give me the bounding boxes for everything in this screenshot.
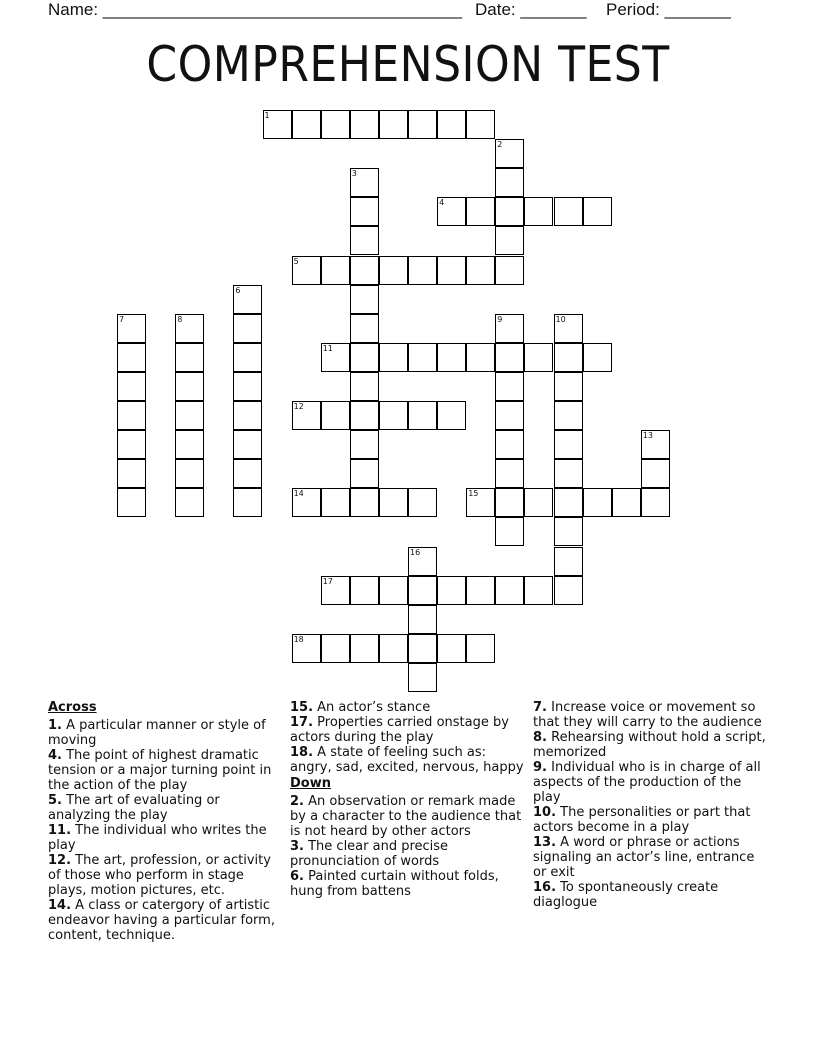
clue-number-label: 7 <box>119 314 125 324</box>
down-clue <box>290 794 525 839</box>
grid-cell[interactable] <box>117 430 146 459</box>
clue-number: 16. <box>533 880 557 895</box>
clue-number-label: 2 <box>497 140 503 150</box>
clues-column-3 <box>533 700 769 910</box>
grid-cell[interactable] <box>321 343 350 372</box>
clue-number: 13. <box>533 835 557 850</box>
grid-cell[interactable] <box>524 576 553 605</box>
page-title: COMPREHENSION TEST <box>146 36 670 93</box>
grid-cell[interactable] <box>263 110 292 139</box>
clue-number: 10. <box>533 805 557 820</box>
across-clue <box>290 745 525 775</box>
clue-number: 6. <box>290 869 304 884</box>
clue-number: 8. <box>533 730 547 745</box>
clue-text: To spontaneously create diaglogue <box>533 880 719 910</box>
clue-number: 4. <box>48 748 62 763</box>
grid-cell[interactable] <box>495 488 524 517</box>
grid-cell[interactable] <box>554 488 583 517</box>
clue-number: 15. <box>290 700 314 715</box>
down-clue <box>533 880 769 910</box>
across-clue <box>290 700 525 715</box>
clue-text: An observation or remark made by a character to the audience that is not heard by other actors <box>290 794 522 839</box>
grid-cell[interactable] <box>583 343 612 372</box>
grid-cell[interactable] <box>554 459 583 488</box>
grid-cell[interactable] <box>379 634 408 663</box>
clues-column-1 <box>48 700 280 943</box>
grid-cell[interactable] <box>524 343 553 372</box>
grid-cell[interactable] <box>292 401 321 430</box>
grid-cell[interactable] <box>524 488 553 517</box>
down-clue <box>533 760 769 805</box>
grid-cell[interactable] <box>292 256 321 285</box>
across-clue <box>48 718 280 748</box>
grid-cell[interactable] <box>554 430 583 459</box>
clue-number-label: 12 <box>293 402 304 411</box>
grid-cell[interactable] <box>379 401 408 430</box>
grid-cell[interactable] <box>554 401 583 430</box>
grid-cell[interactable] <box>233 372 262 401</box>
grid-cell[interactable] <box>495 314 524 343</box>
grid-cell[interactable] <box>408 663 437 692</box>
clue-number: 18. <box>290 745 314 760</box>
grid-cell[interactable] <box>641 430 670 459</box>
clue-text: The clear and precise pronunciation of words <box>290 839 449 869</box>
grid-cell[interactable] <box>233 430 262 459</box>
grid-cell[interactable] <box>466 576 495 605</box>
grid-cell[interactable] <box>350 256 379 285</box>
grid-cell[interactable] <box>350 197 379 226</box>
grid-cell[interactable] <box>292 110 321 139</box>
clue-text: The art of evaluating or analyzing the play <box>48 793 220 823</box>
clue-number: 2. <box>290 794 304 809</box>
grid-cell[interactable] <box>437 634 466 663</box>
grid-cell[interactable] <box>117 314 146 343</box>
grid-cell[interactable] <box>466 197 495 226</box>
grid-cell[interactable] <box>379 110 408 139</box>
grid-cell[interactable] <box>408 576 437 605</box>
grid-cell[interactable] <box>554 372 583 401</box>
clue-number-label: 10 <box>555 314 566 324</box>
grid-cell[interactable] <box>495 459 524 488</box>
grid-cell[interactable] <box>379 256 408 285</box>
grid-cell[interactable] <box>350 343 379 372</box>
down-clue <box>533 700 769 730</box>
across-clue <box>48 823 280 853</box>
clue-number-label: 17 <box>322 576 333 586</box>
clue-text: A class or catergory of artistic endeavor having a particular form, content, technique. <box>48 898 275 943</box>
grid-cell[interactable] <box>437 110 466 139</box>
clue-number-label: 6 <box>235 285 241 295</box>
grid-cell[interactable] <box>408 343 437 372</box>
grid-cell[interactable] <box>350 314 379 343</box>
grid-cell[interactable] <box>321 401 350 430</box>
grid-cell[interactable] <box>175 430 204 459</box>
clue-number-label: 8 <box>177 314 183 324</box>
date-field[interactable]: Date: _______ <box>475 0 587 19</box>
grid-cell[interactable] <box>495 430 524 459</box>
grid-cell[interactable] <box>495 139 524 168</box>
clue-number-label: 16 <box>410 547 421 557</box>
grid-cell[interactable] <box>408 605 437 634</box>
clue-number-label: 1 <box>264 111 270 120</box>
grid-cell[interactable] <box>321 256 350 285</box>
grid-cell[interactable] <box>495 576 524 605</box>
grid-cell[interactable] <box>554 197 583 226</box>
grid-cell[interactable] <box>554 343 583 372</box>
clue-number-label: 13 <box>642 431 653 441</box>
grid-cell[interactable] <box>495 517 524 546</box>
grid-cell[interactable] <box>350 634 379 663</box>
clue-number-label: 14 <box>293 489 304 499</box>
clue-number-label: 4 <box>439 198 445 208</box>
clue-text: The individual who writes the play <box>48 823 267 853</box>
across-heading: Across <box>48 700 97 715</box>
grid-cell[interactable] <box>466 256 495 285</box>
grid-cell[interactable] <box>437 343 466 372</box>
grid-cell[interactable] <box>321 488 350 517</box>
grid-cell[interactable] <box>321 634 350 663</box>
grid-cell[interactable] <box>466 343 495 372</box>
clue-text: Increase voice or movement so that they will carry to the audience <box>533 700 762 730</box>
clue-number-label: 11 <box>322 343 333 353</box>
grid-cell[interactable] <box>233 285 262 314</box>
grid-cell[interactable] <box>350 168 379 197</box>
grid-cell[interactable] <box>321 576 350 605</box>
grid-cell[interactable] <box>350 285 379 314</box>
down-heading: Down <box>290 776 331 791</box>
grid-cell[interactable] <box>408 634 437 663</box>
clue-number: 9. <box>533 760 547 775</box>
clue-text: Painted curtain without folds, hung from battens <box>290 869 499 899</box>
grid-cell[interactable] <box>641 459 670 488</box>
grid-cell[interactable] <box>554 547 583 576</box>
grid-cell[interactable] <box>554 576 583 605</box>
grid-cell[interactable] <box>612 488 641 517</box>
grid-cell[interactable] <box>437 576 466 605</box>
across-clue <box>48 898 280 943</box>
grid-cell[interactable] <box>117 372 146 401</box>
grid-cell[interactable] <box>175 401 204 430</box>
down-clue <box>533 835 769 880</box>
grid-cell[interactable] <box>292 488 321 517</box>
grid-cell[interactable] <box>495 226 524 255</box>
clue-number: 7. <box>533 700 547 715</box>
down-clue <box>290 869 525 899</box>
grid-cell[interactable] <box>466 634 495 663</box>
clue-number: 1. <box>48 718 62 733</box>
grid-cell[interactable] <box>641 488 670 517</box>
grid-cell[interactable] <box>495 168 524 197</box>
grid-cell[interactable] <box>175 314 204 343</box>
grid-cell[interactable] <box>350 226 379 255</box>
clue-text: The personalities or part that actors become in a play <box>533 805 751 835</box>
grid-cell[interactable] <box>117 343 146 372</box>
clue-number: 5. <box>48 793 62 808</box>
grid-cell[interactable] <box>350 110 379 139</box>
down-clue <box>533 805 769 835</box>
clue-number-label: 3 <box>351 169 357 179</box>
clue-number: 3. <box>290 839 304 854</box>
grid-cell[interactable] <box>233 314 262 343</box>
clue-number-label: 5 <box>293 256 299 266</box>
grid-cell[interactable] <box>175 488 204 517</box>
grid-cell[interactable] <box>321 110 350 139</box>
grid-cell[interactable] <box>350 372 379 401</box>
grid-cell[interactable] <box>437 401 466 430</box>
clue-number: 12. <box>48 853 72 868</box>
grid-cell[interactable] <box>117 488 146 517</box>
grid-cell[interactable] <box>379 576 408 605</box>
clue-text: Properties carried onstage by actors during the play <box>290 715 509 745</box>
grid-cell[interactable] <box>175 372 204 401</box>
clue-text: A particular manner or style of moving <box>48 718 266 748</box>
clue-number-label: 15 <box>468 489 479 499</box>
grid-cell[interactable] <box>379 488 408 517</box>
grid-cell[interactable] <box>350 459 379 488</box>
name-field[interactable]: Name: ______________________________________ <box>48 0 463 19</box>
grid-cell[interactable] <box>495 256 524 285</box>
grid-cell[interactable] <box>350 488 379 517</box>
grid-cell[interactable] <box>117 459 146 488</box>
grid-cell[interactable] <box>466 488 495 517</box>
grid-cell[interactable] <box>350 576 379 605</box>
grid-cell[interactable] <box>495 197 524 226</box>
grid-cell[interactable] <box>554 314 583 343</box>
grid-cell[interactable] <box>292 634 321 663</box>
grid-cell[interactable] <box>233 343 262 372</box>
clue-text: A word or phrase or actions signaling an actor’s line, entrance or exit <box>533 835 755 880</box>
grid-cell[interactable] <box>495 401 524 430</box>
clue-number: 17. <box>290 715 314 730</box>
grid-cell[interactable] <box>466 110 495 139</box>
grid-cell[interactable] <box>495 372 524 401</box>
period-field[interactable]: Period: _______ <box>606 0 731 19</box>
clue-number-label: 9 <box>497 314 503 324</box>
grid-cell[interactable] <box>437 256 466 285</box>
grid-cell[interactable] <box>583 488 612 517</box>
clue-text: Individual who is in charge of all aspects of the production of the play <box>533 760 761 805</box>
grid-cell[interactable] <box>350 401 379 430</box>
grid-cell[interactable] <box>233 401 262 430</box>
clue-text: Rehearsing without hold a script, memorized <box>533 730 766 760</box>
grid-cell[interactable] <box>175 343 204 372</box>
across-clue <box>290 715 525 745</box>
clue-text: The point of highest dramatic tension or a major turning point in the action of the play <box>48 748 272 793</box>
clue-text: A state of feeling such as: angry, sad, excited, nervous, happy <box>290 745 524 775</box>
down-clue <box>290 839 525 869</box>
down-clue <box>533 730 769 760</box>
clue-number-label: 18 <box>293 634 304 644</box>
grid-cell[interactable] <box>408 488 437 517</box>
grid-cell[interactable] <box>437 197 466 226</box>
grid-cell[interactable] <box>524 197 553 226</box>
grid-cell[interactable] <box>408 110 437 139</box>
grid-cell[interactable] <box>233 488 262 517</box>
grid-cell[interactable] <box>554 517 583 546</box>
clue-text: An actor’s stance <box>313 700 431 715</box>
grid-cell[interactable] <box>175 459 204 488</box>
grid-cell[interactable] <box>583 197 612 226</box>
across-clue <box>48 793 280 823</box>
grid-cell[interactable] <box>408 256 437 285</box>
clues-column-2 <box>290 700 525 899</box>
grid-cell[interactable] <box>408 401 437 430</box>
grid-cell[interactable] <box>350 430 379 459</box>
clue-text: The art, profession, or activity of those who perform in stage plays, motion pictures, etc. <box>48 853 271 898</box>
across-clue <box>48 748 280 793</box>
clue-number: 11. <box>48 823 72 838</box>
grid-cell[interactable] <box>233 459 262 488</box>
clue-number: 14. <box>48 898 72 913</box>
across-clue <box>48 853 280 898</box>
grid-cell[interactable] <box>408 547 437 576</box>
grid-cell[interactable] <box>495 343 524 372</box>
grid-cell[interactable] <box>379 343 408 372</box>
grid-cell[interactable] <box>117 401 146 430</box>
